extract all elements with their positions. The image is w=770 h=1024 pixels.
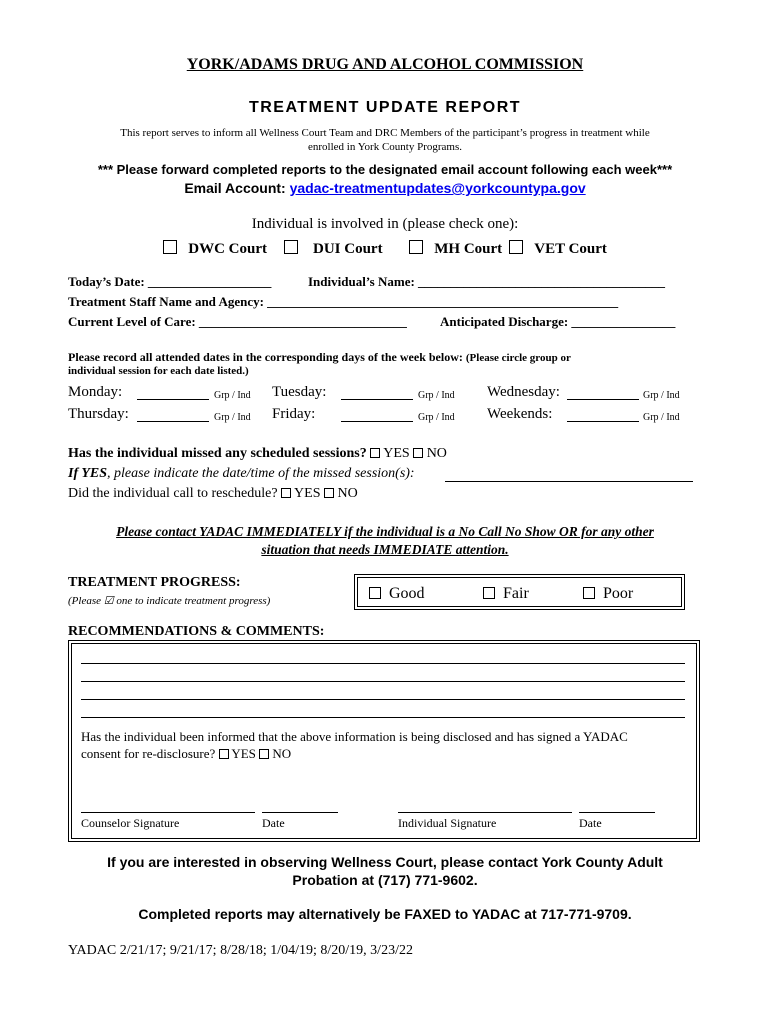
treatment-progress-hint: (Please ☑ one to indicate treatment progress) <box>68 595 271 607</box>
thursday-label: Thursday: <box>68 406 129 422</box>
disclosure-question <box>81 728 691 762</box>
individual-signature-label: Individual Signature <box>398 816 497 830</box>
report-title: TREATMENT UPDATE REPORT <box>248 99 522 116</box>
attendance-instruction-paren: (Please circle group or <box>465 352 571 364</box>
intro-line-1: This report serves to inform all Wellness Court Team and DRC Members of the participant’s progress in treatment while <box>120 127 650 139</box>
disclosure-no-checkbox[interactable] <box>259 749 269 759</box>
recommendations-label: RECOMMENDATIONS & COMMENTS: <box>68 624 325 639</box>
individual-signature-line[interactable] <box>398 812 572 813</box>
weekends-grp-ind[interactable]: Grp / Ind <box>643 412 680 423</box>
wednesday-grp-ind[interactable]: Grp / Ind <box>643 390 680 401</box>
contact-notice-line2: situation that needs IMMEDIATE attention. <box>261 542 509 557</box>
court-option-vet[interactable] <box>509 240 607 258</box>
missed-no-label: NO <box>426 446 447 461</box>
friday-date-line[interactable] <box>341 421 413 422</box>
vet-label: VET Court <box>534 241 607 257</box>
revision-history: YADAC 2/21/17; 9/21/17; 8/28/18; 1/04/19; 8/20/19, 3/23/22 <box>68 943 413 958</box>
reschedule-question: Did the individual call to reschedule? <box>68 486 278 501</box>
treatment-progress-label: TREATMENT PROGRESS: <box>68 575 241 590</box>
court-option-dwc[interactable] <box>163 240 267 258</box>
monday-date-line[interactable] <box>137 399 209 400</box>
if-yes-bold: If YES <box>68 466 108 481</box>
friday-label: Friday: <box>272 406 316 422</box>
disclosure-yes-checkbox[interactable] <box>219 749 229 759</box>
individual-date-line[interactable] <box>579 812 655 813</box>
if-yes-text: , please indicate the date/time of the missed session(s): <box>107 466 415 481</box>
email-label: Email Account: <box>184 180 290 196</box>
attendance-instruction <box>68 350 708 365</box>
email-account <box>0 180 770 196</box>
good-checkbox[interactable] <box>369 587 381 599</box>
counselor-signature-line[interactable] <box>81 812 255 813</box>
disclosure-line2 <box>81 745 691 762</box>
attendance-instruction-main: Please record all attended dates in the corresponding days of the week below: <box>68 350 463 364</box>
tuesday-label: Tuesday: <box>272 384 327 400</box>
court-option-dui[interactable] <box>284 240 383 258</box>
court-prompt: Individual is involved in (please check one): <box>251 216 519 232</box>
vet-checkbox[interactable] <box>509 240 523 254</box>
forward-notice: *** Please forward completed reports to the designated email account following each week*** <box>97 162 673 177</box>
monday-grp-ind[interactable]: Grp / Ind <box>214 390 251 401</box>
reschedule-no-label: NO <box>337 486 358 501</box>
organization-title: YORK/ADAMS DRUG AND ALCOHOL COMMISSION <box>186 56 584 73</box>
mh-checkbox[interactable] <box>409 240 423 254</box>
reschedule-yes-label: YES <box>294 486 321 501</box>
individual-date-label: Date <box>579 816 602 830</box>
missed-no-checkbox[interactable] <box>413 448 423 458</box>
weekends-date-line[interactable] <box>567 421 639 422</box>
dui-checkbox[interactable] <box>284 240 298 254</box>
observe-line2: Probation at (717) 771-9602. <box>292 872 478 888</box>
wednesday-label: Wednesday: <box>487 384 560 400</box>
tuesday-date-line[interactable] <box>341 399 413 400</box>
missed-yes-label: YES <box>383 446 410 461</box>
court-option-mh[interactable] <box>409 240 502 258</box>
missed-question: Has the individual missed any scheduled sessions? <box>68 446 367 461</box>
staff-agency-field[interactable]: Treatment Staff Name and Agency: ______________________________________________________ <box>68 294 619 309</box>
fair-checkbox[interactable] <box>483 587 495 599</box>
todays-date-field[interactable]: Today’s Date: ___________________ <box>68 274 272 289</box>
wednesday-date-line[interactable] <box>567 399 639 400</box>
disclosure-consent-text: consent for re-disclosure? <box>81 746 216 761</box>
reschedule-no-checkbox[interactable] <box>324 488 334 498</box>
individual-name-field[interactable]: Individual’s Name: ______________________________________ <box>308 274 666 289</box>
dwc-label: DWC Court <box>188 241 267 257</box>
contact-notice <box>40 523 730 559</box>
missed-sessions-line[interactable] <box>445 481 693 482</box>
missed-sessions-row <box>68 446 447 462</box>
missed-if-yes-row <box>68 466 415 482</box>
progress-option-fair[interactable] <box>483 585 529 603</box>
comment-line-3[interactable] <box>81 699 685 700</box>
counselor-signature-label: Counselor Signature <box>81 816 180 830</box>
fair-label: Fair <box>503 585 529 602</box>
missed-yes-checkbox[interactable] <box>370 448 380 458</box>
disclosure-line1: Has the individual been informed that the above information is being disclosed and has signed a YADAC <box>81 729 628 744</box>
weekends-label: Weekends: <box>487 406 553 422</box>
level-of-care-field[interactable]: Current Level of Care: ________________________________ <box>68 314 407 329</box>
thursday-grp-ind[interactable]: Grp / Ind <box>214 412 251 423</box>
counselor-date-label: Date <box>262 816 285 830</box>
friday-grp-ind[interactable]: Grp / Ind <box>418 412 455 423</box>
comment-line-2[interactable] <box>81 681 685 682</box>
reschedule-yes-checkbox[interactable] <box>281 488 291 498</box>
counselor-date-line[interactable] <box>262 812 338 813</box>
mh-label: MH Court <box>434 241 503 257</box>
email-link[interactable]: yadac-treatmentupdates@yorkcountypa.gov <box>289 180 586 196</box>
disclosure-yes-label: YES <box>231 746 256 761</box>
observe-notice <box>40 853 730 889</box>
monday-label: Monday: <box>68 384 123 400</box>
progress-option-poor[interactable] <box>583 585 633 603</box>
intro-text <box>40 126 730 154</box>
dwc-checkbox[interactable] <box>163 240 177 254</box>
poor-checkbox[interactable] <box>583 587 595 599</box>
tuesday-grp-ind[interactable]: Grp / Ind <box>418 390 455 401</box>
comment-line-1[interactable] <box>81 663 685 664</box>
fax-notice: Completed reports may alternatively be FAXED to YADAC at 717-771-9709. <box>138 906 632 922</box>
comment-line-4[interactable] <box>81 717 685 718</box>
contact-notice-line1: Please contact YADAC IMMEDIATELY if the individual is a No Call No Show OR for any other <box>116 524 654 539</box>
dui-label: DUI Court <box>313 241 383 257</box>
progress-option-good[interactable] <box>369 585 425 603</box>
anticipated-discharge-field[interactable]: Anticipated Discharge: ________________ <box>440 314 676 329</box>
reschedule-row <box>68 486 358 502</box>
intro-line-2: enrolled in York County Programs. <box>308 141 462 153</box>
disclosure-no-label: NO <box>272 746 292 761</box>
poor-label: Poor <box>603 585 634 602</box>
good-label: Good <box>389 585 425 602</box>
observe-line1: If you are interested in observing Wellness Court, please contact York County Adult <box>107 854 663 870</box>
attendance-instruction-line2: individual session for each date listed.) <box>68 365 249 377</box>
thursday-date-line[interactable] <box>137 421 209 422</box>
